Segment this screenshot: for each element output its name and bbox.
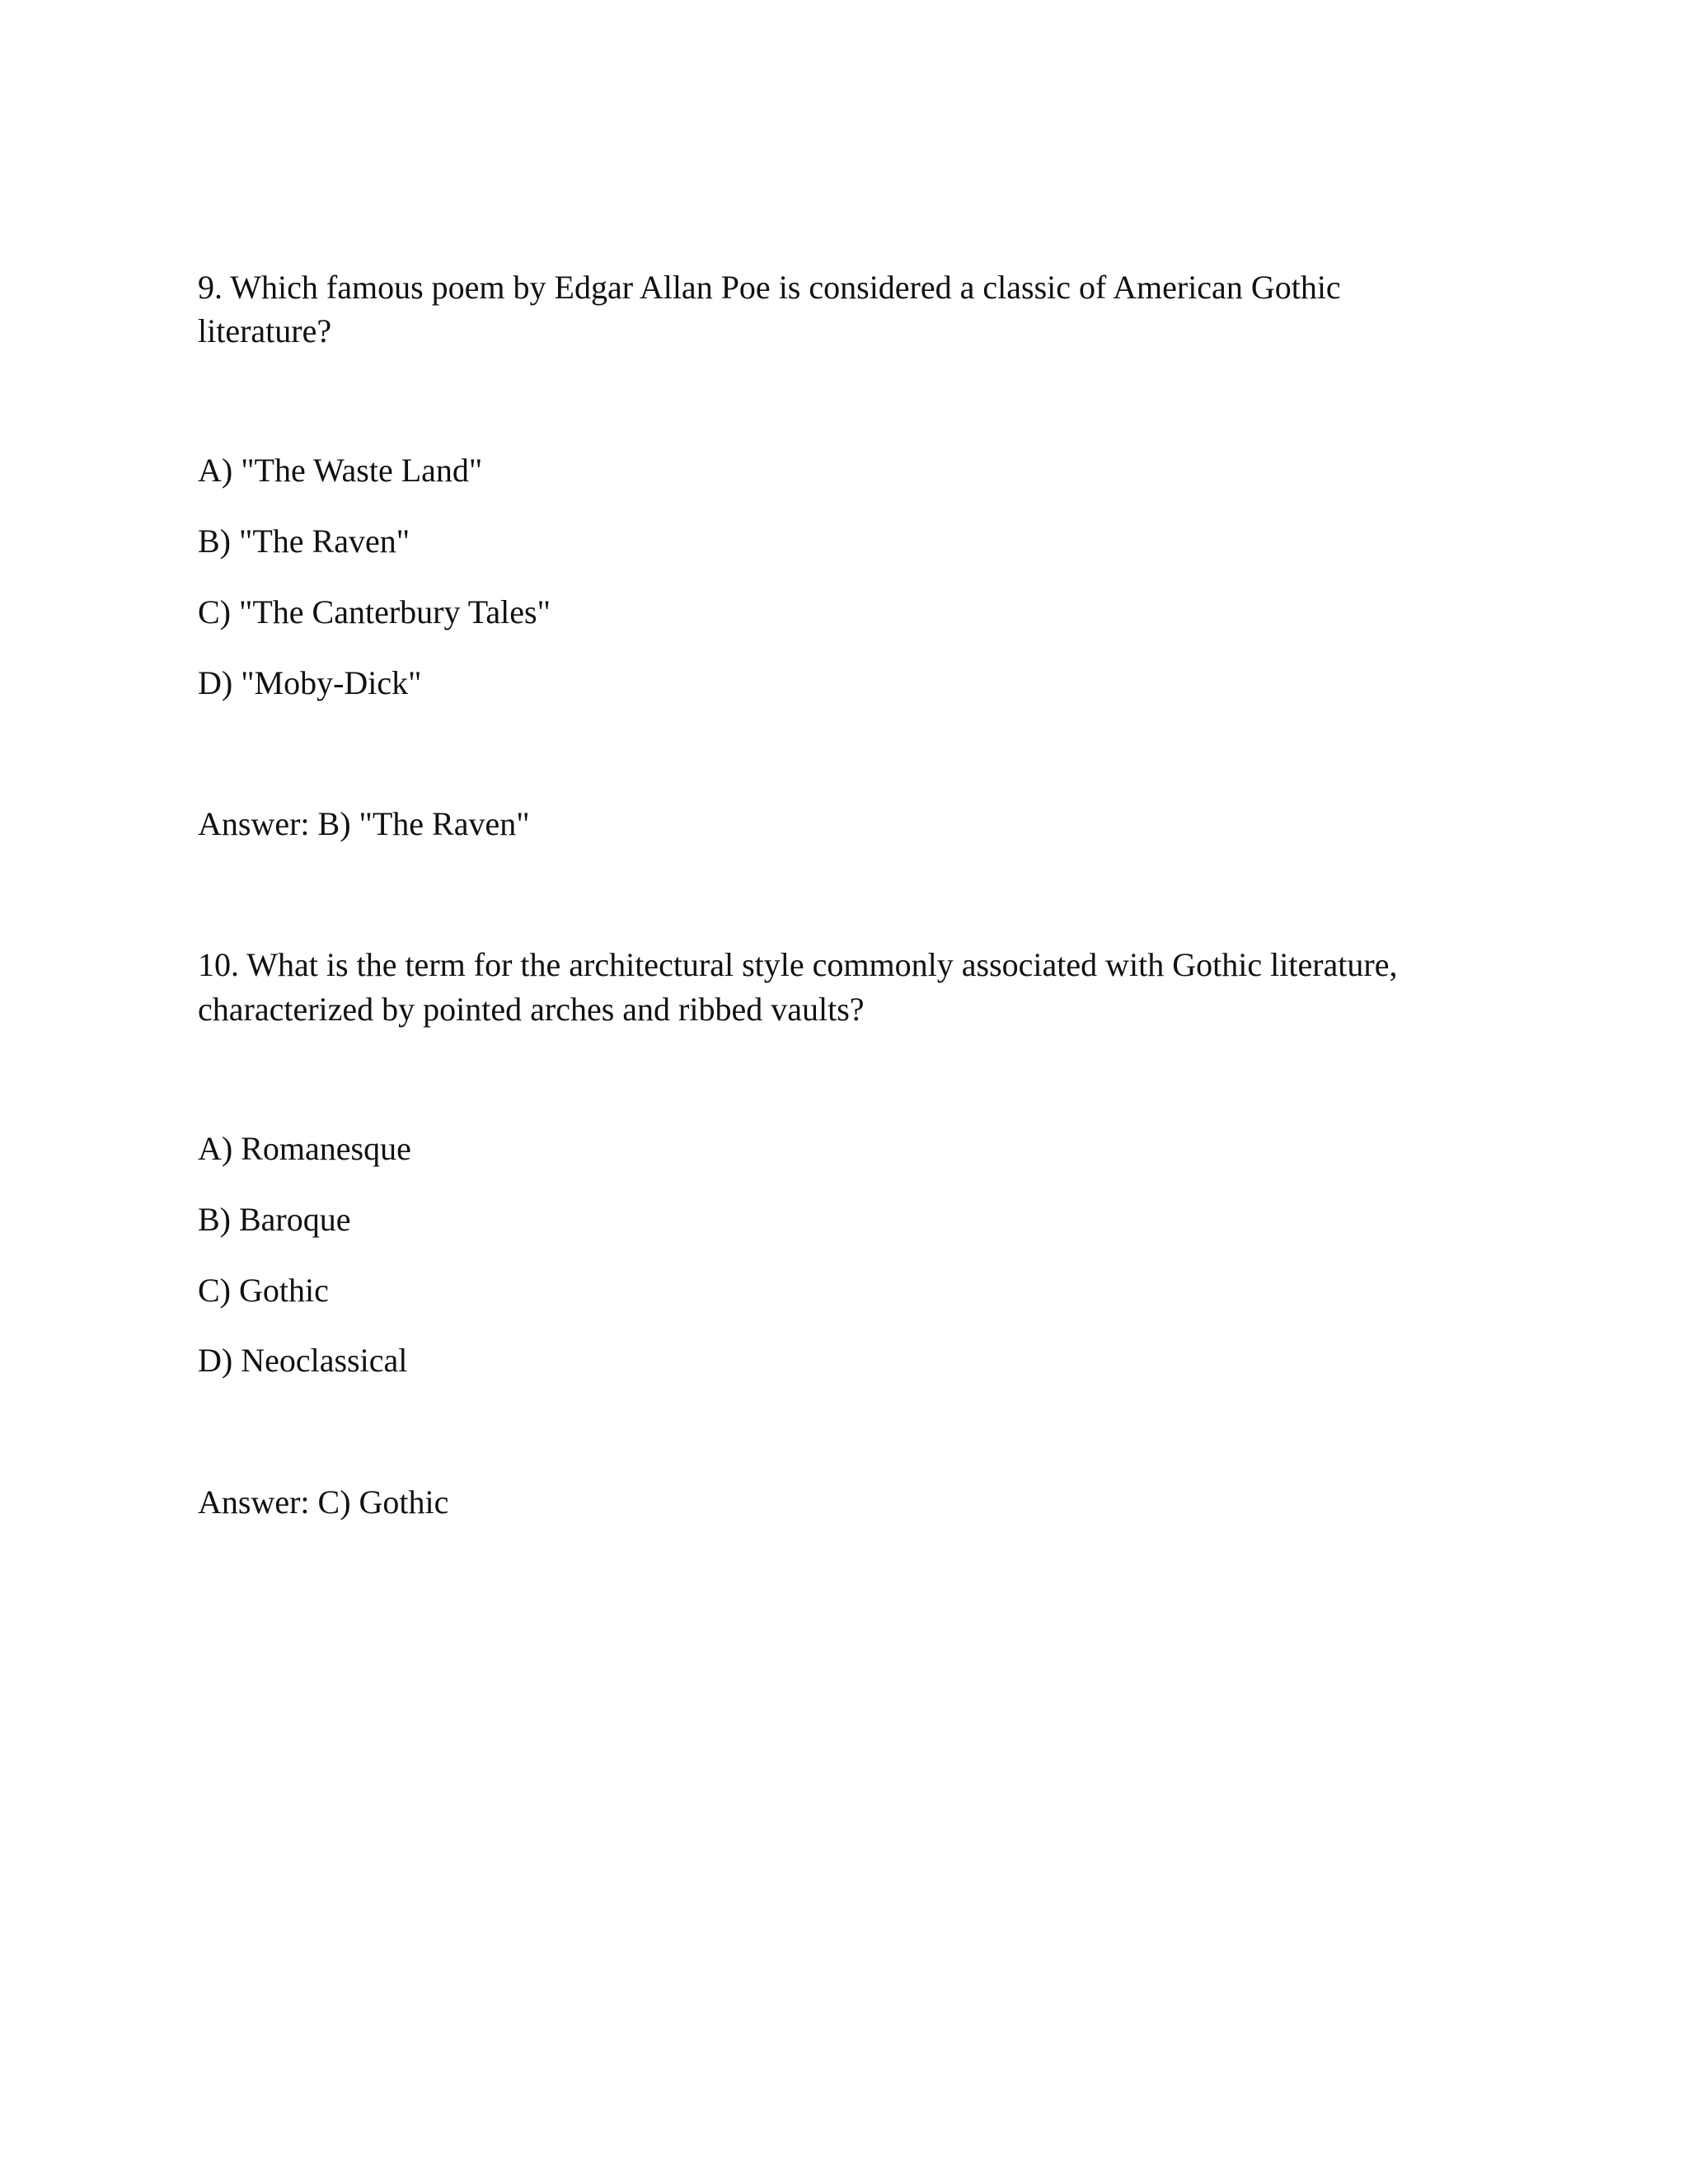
question-9-option-c: C) "The Canterbury Tales"	[198, 593, 551, 630]
question-10-answer: Answer: C) Gothic	[198, 1483, 449, 1521]
question-10-option-c: C) Gothic	[198, 1272, 329, 1309]
question-10-option-d: D) Neoclassical	[198, 1342, 408, 1379]
question-10-option-a: A) Romanesque	[198, 1130, 411, 1167]
question-9-option-d: D) "Moby-Dick"	[198, 664, 422, 701]
question-9-answer: Answer: B) "The Raven"	[198, 805, 530, 842]
question-10-option-b: B) Baroque	[198, 1201, 351, 1238]
question-10-text-line-1: 10. What is the term for the architectural style commonly associated with Gothic literature,	[198, 946, 1398, 983]
question-9-option-b: B) "The Raven"	[198, 523, 410, 560]
question-9-text-line-1: 9. Which famous poem by Edgar Allan Poe is considered a classic of American Gothic	[198, 269, 1341, 306]
question-9-option-a: A) "The Waste Land"	[198, 452, 483, 489]
question-10-text-line-2: characterized by pointed arches and ribbed vaults?	[198, 991, 865, 1028]
question-9-text-line-2: literature?	[198, 312, 332, 349]
